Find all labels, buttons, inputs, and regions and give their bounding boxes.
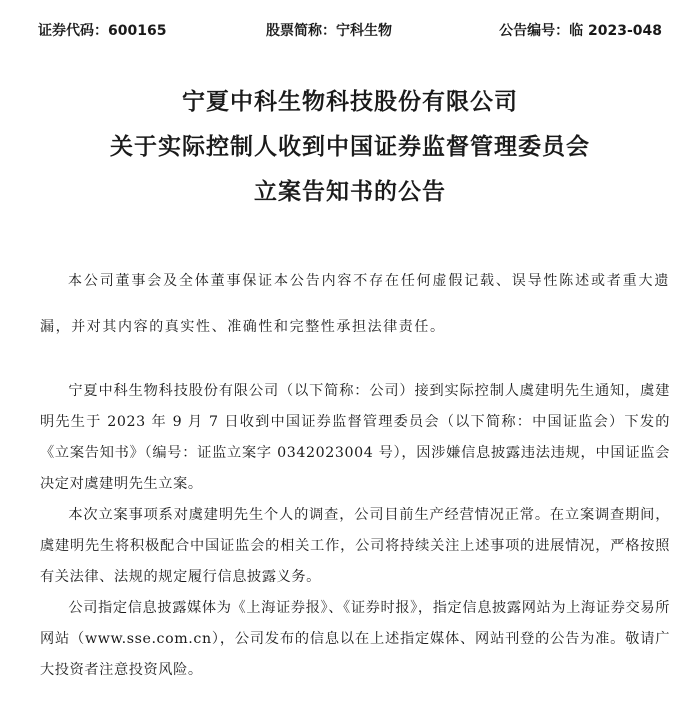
announcement-number: 公告编号：临 2023-048 xyxy=(499,23,662,39)
announcement-title xyxy=(0,80,700,215)
title-line-document: 立案告知书的公告 xyxy=(254,179,446,205)
stock-code: 证券代码：600165 xyxy=(38,23,167,39)
title-line-company: 宁夏中科生物科技股份有限公司 xyxy=(182,89,518,115)
document-header xyxy=(38,20,662,42)
stock-name: 股票简称：宁科生物 xyxy=(266,23,392,39)
body-paragraph-1: 宁夏中科生物科技股份有限公司（以下简称：公司）接到实际控制人虞建明先生通知，虞建明先生于 2023 年 9 月 7 日收到中国证券监督管理委员会（以下简称：中国证监会）下发的《立案告知书》（编号：证监立案字 0342023004 号），因涉嫌信息披露违法违规，中国证监会决定对虞建明先生立案。 xyxy=(40,383,670,492)
announcement-body xyxy=(40,376,670,686)
board-guarantee-notice: 本公司董事会及全体董事保证本公告内容不存在任何虚假记载、误导性陈述或者重大遗漏，并对其内容的真实性、准确性和完整性承担法律责任。 xyxy=(40,273,670,335)
body-paragraph-3: 公司指定信息披露媒体为《上海证券报》、《证券时报》，指定信息披露网站为上海证券交易所网站（www.sse.com.cn），公司发布的信息以在上述指定媒体、网站刊登的公告为准。敬请广大投资者注意投资风险。 xyxy=(40,600,670,678)
body-paragraph-2: 本次立案事项系对虞建明先生个人的调查，公司目前生产经营情况正常。在立案调查期间，虞建明先生将积极配合中国证监会的相关工作，公司将持续关注上述事项的进展情况，严格按照有关法律、法规的规定履行信息披露义务。 xyxy=(40,507,670,585)
title-line-subject: 关于实际控制人收到中国证券监督管理委员会 xyxy=(110,134,590,160)
